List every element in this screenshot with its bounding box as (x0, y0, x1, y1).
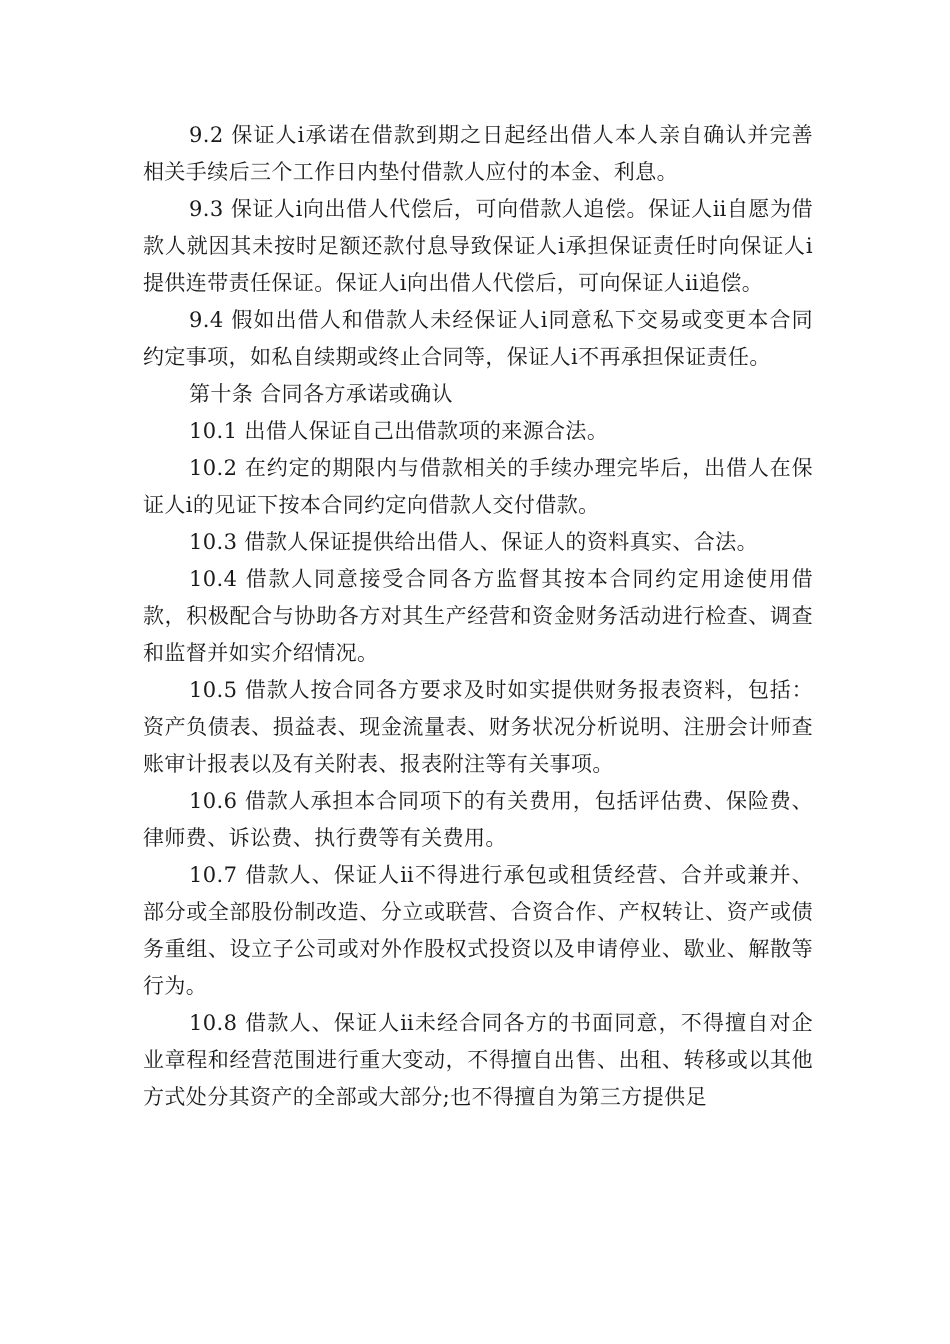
article-10-heading: 第十条 合同各方承诺或确认 (189, 382, 453, 406)
clause-10-2: 10.2 在约定的期限内与借款相关的手续办理完毕后，出借人在保证人ⅰ的见证下按本合同约定向借款人交付借款。 (143, 456, 813, 517)
document-body (143, 117, 813, 1116)
clause-10-5: 10.5 借款人按合同各方要求及时如实提供财务报表资料，包括：资产负债表、损益表、现金流量表、财务状况分析说明、注册会计师查账审计报表以及有关附表、报表附注等有关事项。 (143, 678, 813, 776)
clause-10-3: 10.3 借款人保证提供给出借人、保证人的资料真实、合法。 (189, 530, 759, 554)
clause-10-8: 10.8 借款人、保证人ⅱ未经合同各方的书面同意，不得擅自对企业章程和经营范围进行重大变动，不得擅自出售、出租、转移或以其他方式处分其资产的全部或大部分;也不得擅自为第三方提供足 (143, 1011, 813, 1109)
clause-10-1: 10.1 出借人保证自己出借款项的来源合法。 (189, 419, 609, 443)
clause-9-4: 9.4 假如出借人和借款人未经保证人ⅰ同意私下交易或变更本合同约定事项，如私自续期或终止合同等，保证人ⅰ不再承担保证责任。 (143, 308, 813, 369)
clause-9-2: 9.2 保证人ⅰ承诺在借款到期之日起经出借人本人亲自确认并完善相关手续后三个工作日内垫付借款人应付的本金、利息。 (143, 123, 813, 184)
clause-10-6: 10.6 借款人承担本合同项下的有关费用，包括评估费、保险费、律师费、诉讼费、执行费等有关费用。 (143, 789, 813, 850)
clause-9-3: 9.3 保证人ⅰ向出借人代偿后，可向借款人追偿。保证人ⅱ自愿为借款人就因其未按时足额还款付息导致保证人ⅰ承担保证责任时向保证人ⅰ提供连带责任保证。保证人ⅰ向出借人代偿后，可向保证人ⅱ追偿。 (143, 197, 813, 295)
clause-10-7: 10.7 借款人、保证人ⅱ不得进行承包或租赁经营、合并或兼并、部分或全部股份制改造、分立或联营、合资合作、产权转让、资产或债务重组、设立子公司或对外作股权式投资以及申请停业、歇业、解散等行为。 (143, 863, 813, 998)
clause-10-4: 10.4 借款人同意接受合同各方监督其按本合同约定用途使用借款，积极配合与协助各方对其生产经营和资金财务活动进行检查、调查和监督并如实介绍情况。 (143, 567, 813, 665)
